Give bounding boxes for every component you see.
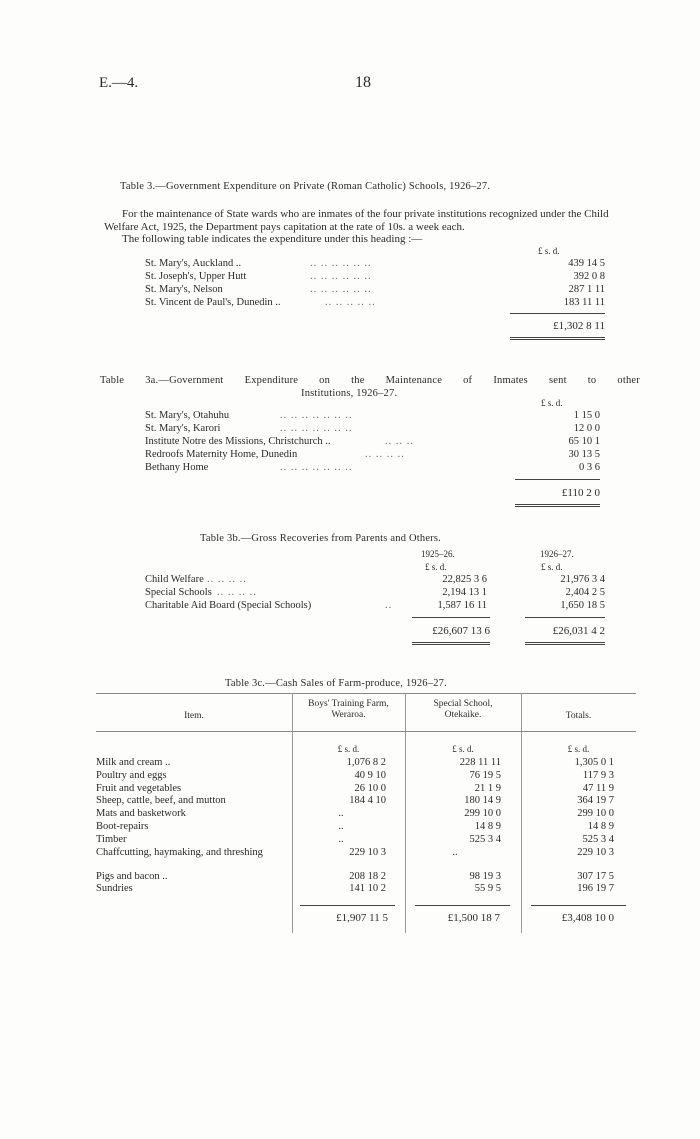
table3a-total: £110 2 0 — [561, 487, 600, 499]
table3a-title: Table 3a.—Government Expenditure on the Maintenance of Inmates sent to other — [100, 375, 640, 386]
row-label: St. Mary's, Nelson — [145, 284, 223, 295]
value-1925: 2,194 13 1 — [442, 587, 487, 598]
table-row: St. Mary's, Otahuhu .. .. .. .. .. .. .. 1 15 0 — [145, 410, 600, 421]
cell-total: 117 9 3 — [582, 769, 614, 781]
cell-special: 14 8 9 — [474, 821, 501, 832]
cell-boys: 184 4 10 — [349, 795, 386, 807]
table-row — [96, 808, 636, 821]
table-row — [96, 795, 636, 808]
row-label: Timber — [96, 833, 127, 845]
row-value: 183 11 11 — [563, 297, 605, 308]
cell-boys: .. — [338, 821, 344, 832]
report-reference: E.—4. — [99, 75, 139, 91]
cell-special: 21 1 9 — [474, 782, 501, 794]
cell-boys: 1,076 8 2 — [346, 757, 386, 768]
cell-total: 299 10 0 — [577, 808, 614, 820]
total-boys: £1,907 11 5 — [336, 912, 388, 924]
header-totals: Totals. — [565, 711, 592, 721]
cell-boys: 208 18 2 — [349, 870, 386, 882]
table3-paragraph: For the maintenance of State wards who are inmates of the four private institutions recognized under the Child Welfare Act, 1925, the Department pays capitation at the rate of 10s. a week each. — [104, 208, 609, 233]
row-label: St. Vincent de Paul's, Dunedin .. — [145, 297, 281, 308]
value-1925: 1,587 16 11 — [437, 600, 487, 611]
units-special: £ s. d. — [452, 744, 474, 754]
table3-units: £ s. d. — [538, 246, 560, 256]
value-1926: 1,650 18 5 — [560, 600, 605, 611]
table-row — [96, 883, 636, 896]
total-all: £3,408 10 0 — [561, 912, 614, 924]
cell-total: 307 17 5 — [577, 870, 614, 882]
total-rule — [525, 617, 605, 618]
row-label: Mats and basketwork — [96, 808, 186, 820]
header-special-line1: Special School, — [433, 699, 493, 709]
total-rule — [510, 313, 605, 314]
total-rule — [412, 617, 490, 618]
table-row: Charitable Aid Board (Special Schools) .. 1,587 16 11 1,650 18 5 — [145, 600, 605, 611]
row-value: 287 1 11 — [568, 284, 605, 295]
row-label: Charitable Aid Board (Special Schools) — [145, 600, 312, 611]
table-row — [96, 871, 636, 884]
total-special: £1,500 18 7 — [447, 912, 500, 924]
table3-intro: The following table indicates the expenditure under this heading :— — [122, 233, 423, 245]
table3b-col-1925: 1925–26. — [421, 549, 455, 559]
cell-special: 228 11 11 — [459, 757, 501, 768]
cell-boys: .. — [338, 808, 344, 820]
cell-special: 299 10 0 — [464, 808, 501, 820]
table3-title: Table 3.—Government Expenditure on Private (Roman Catholic) Schools, 1926–27. — [120, 181, 491, 192]
row-label: Pigs and bacon .. — [96, 870, 168, 882]
row-label: St. Mary's, Otahuhu — [145, 410, 230, 421]
row-label: Bethany Home — [145, 462, 209, 473]
table-row: Redroofs Maternity Home, Dunedin .. .. .. .. 30 13 5 — [145, 449, 600, 460]
table3b-units-1: £ s. d. — [425, 562, 447, 572]
row-label: Child Welfare — [145, 574, 204, 585]
row-label: St. Joseph's, Upper Hutt — [145, 271, 247, 282]
cell-boys: 141 10 2 — [349, 883, 386, 895]
cell-special: 98 19 3 — [469, 870, 501, 882]
table-row: St. Mary's, Auckland .. .. .. .. .. .. .. 439 14 5 — [145, 258, 605, 269]
double-rule — [525, 642, 605, 645]
cell-special: 525 3 4 — [469, 833, 501, 845]
value-1926: 2,404 2 5 — [565, 587, 605, 598]
cell-total: 525 3 4 — [582, 833, 614, 845]
cell-boys: .. — [338, 833, 344, 845]
double-rule — [510, 337, 605, 340]
row-label: Special Schools — [145, 587, 212, 598]
table-row — [96, 847, 636, 860]
header-rule — [96, 731, 636, 732]
table-row: St. Joseph's, Upper Hutt .. .. .. .. .. .. 392 0 8 — [145, 271, 605, 282]
cell-special: 55 9 5 — [474, 883, 501, 895]
table3a-units: £ s. d. — [541, 398, 563, 408]
double-rule — [412, 642, 490, 645]
units-boys: £ s. d. — [337, 744, 360, 754]
page-number: 18 — [355, 74, 371, 91]
cell-special: 76 19 5 — [469, 769, 501, 781]
row-value: 0 3 6 — [579, 462, 600, 473]
units-totals: £ s. d. — [567, 744, 590, 754]
total-rule — [515, 479, 600, 480]
cell-total: 47 11 9 — [582, 782, 614, 794]
row-label: St. Mary's, Karori — [145, 423, 221, 434]
row-value: 1 15 0 — [573, 410, 600, 421]
table-row: St. Mary's, Nelson .. .. .. .. .. .. 287 1 11 — [145, 284, 605, 295]
cell-total: 196 19 7 — [577, 883, 614, 895]
table-row — [96, 757, 636, 770]
table3b-col-1926: 1926–27. — [540, 549, 574, 559]
cell-total: 14 8 9 — [587, 821, 614, 832]
table3b-total-1925: £26,607 13 6 — [432, 625, 490, 637]
cell-special: 180 14 9 — [464, 795, 501, 807]
row-label: Milk and cream .. — [96, 757, 171, 768]
row-label: Fruit and vegetables — [96, 782, 182, 794]
table-row — [96, 834, 636, 847]
table3b-total-1926: £26,031 4 2 — [552, 625, 605, 637]
row-label: Boot-repairs — [96, 821, 149, 832]
table-row: Special Schools .. .. .. .. 2,194 13 1 2,404 2 5 — [145, 587, 605, 598]
total-rule — [531, 905, 626, 906]
table-top-rule — [96, 693, 636, 694]
cell-total: 364 19 7 — [577, 795, 614, 807]
row-label: St. Mary's, Auckland .. — [145, 258, 242, 269]
table3-total: £1,302 8 11 — [553, 320, 605, 332]
row-label: Sundries — [96, 883, 133, 895]
table-row: St. Mary's, Karori .. .. .. .. .. .. .. 12 0 0 — [145, 423, 600, 434]
table-row — [96, 821, 636, 834]
table3a-title-line2: Institutions, 1926–27. — [301, 388, 398, 399]
cell-boys: 229 10 3 — [349, 846, 386, 858]
row-value: 12 0 0 — [573, 423, 600, 434]
table-row — [96, 770, 636, 783]
table3b-units-2: £ s. d. — [541, 562, 563, 572]
cell-total: 229 10 3 — [577, 846, 614, 858]
table3c-title: Table 3c.—Cash Sales of Farm-produce, 1926–27. — [225, 678, 447, 689]
row-label: Chaffcutting, haymaking, and threshing — [96, 846, 263, 858]
total-rule — [415, 905, 510, 906]
header-boys-line2: Weraroa. — [331, 710, 366, 720]
value-1926: 21,976 3 4 — [560, 574, 605, 585]
row-label: Institute Notre des Missions, Christchurch .. — [145, 436, 331, 447]
header-item: Item. — [184, 711, 204, 721]
row-value: 392 0 8 — [573, 271, 605, 282]
cell-boys: 26 10 0 — [354, 782, 386, 794]
header-special-line2: Otekaike. — [444, 710, 482, 720]
table-row: St. Vincent de Paul's, Dunedin .. .. .. .. .. .. 183 11 11 — [145, 297, 605, 308]
table-row: Child Welfare .. .. .. .. 22,825 3 6 21,976 3 4 — [145, 574, 605, 585]
table-row — [96, 783, 636, 796]
cell-boys: 40 9 10 — [354, 769, 386, 781]
double-rule — [515, 504, 600, 507]
cell-total: 1,305 0 1 — [574, 757, 614, 768]
table-row: Institute Notre des Missions, Christchurch .. .. .. .. 65 10 1 — [145, 436, 600, 447]
header-boys-line1: Boys' Training Farm, — [308, 699, 389, 709]
row-value: 439 14 5 — [568, 258, 605, 269]
value-1925: 22,825 3 6 — [442, 574, 487, 585]
row-label: Poultry and eggs — [96, 769, 167, 781]
row-label: Redroofs Maternity Home, Dunedin — [145, 449, 298, 460]
row-value: 65 10 1 — [568, 436, 600, 447]
table-row: Bethany Home .. .. .. .. .. .. .. 0 3 6 — [145, 462, 600, 473]
row-value: 30 13 5 — [568, 449, 600, 460]
cell-special: .. — [452, 846, 458, 858]
table3b-title: Table 3b.—Gross Recoveries from Parents and Others. — [200, 533, 441, 544]
row-label: Sheep, cattle, beef, and mutton — [96, 795, 226, 807]
total-rule — [300, 905, 395, 906]
